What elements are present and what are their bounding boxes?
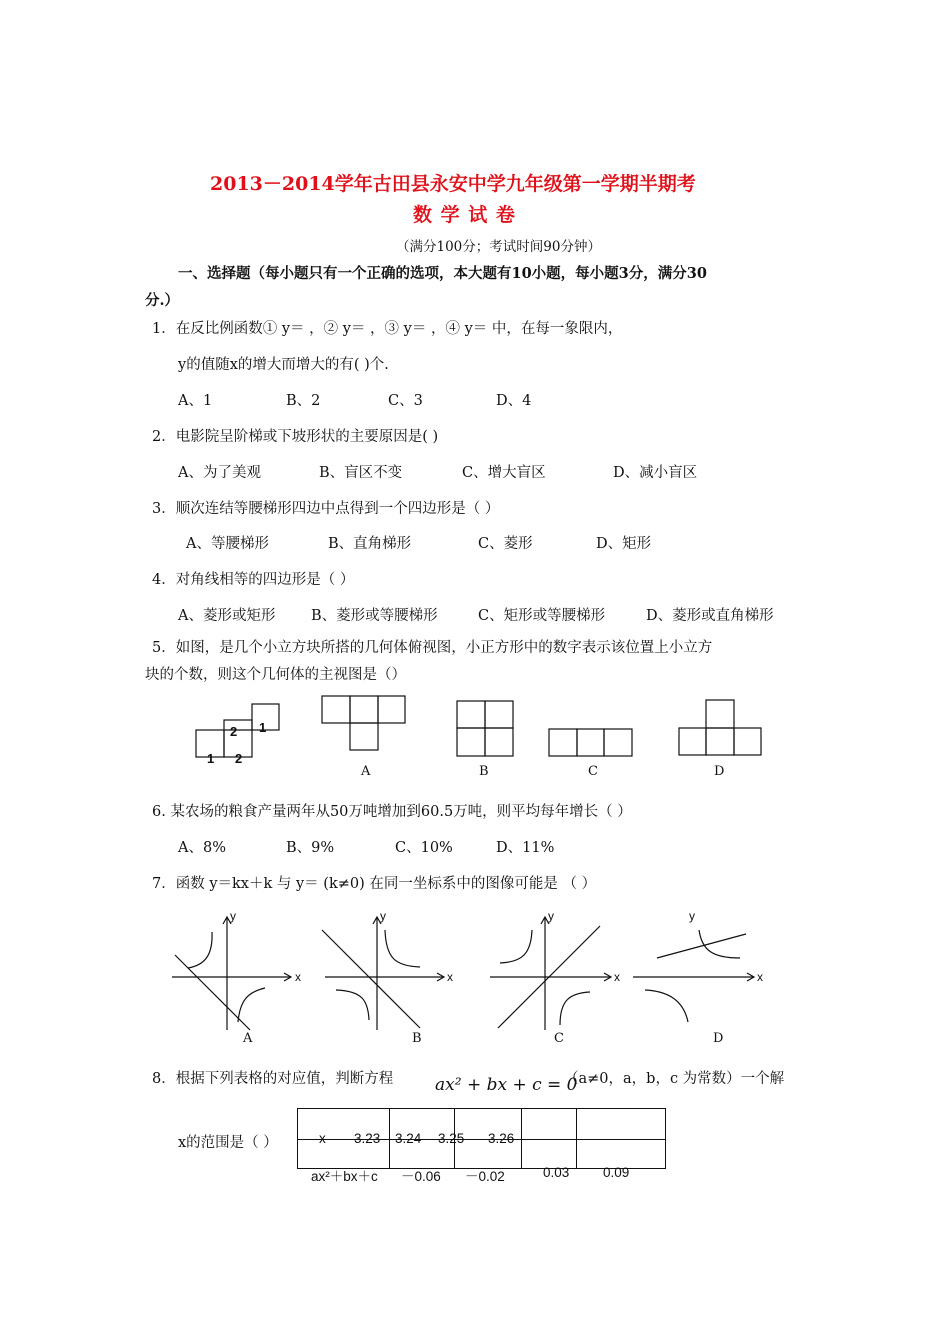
q8-table-cell: x (319, 1131, 326, 1146)
q1-stem: 1．在反比例函数① y＝ ，② y＝ ，③ y＝ ，④ y＝ 中，在每一象限内， (152, 321, 623, 337)
q2-option-d: D、减小盲区 (613, 465, 698, 481)
q4-option-b: B、菱形或等腰梯形 (311, 608, 438, 624)
q5-stem-cont: 块的个数，则这个几何体的主视图是（） (145, 667, 406, 683)
q2-stem: 2．电影院呈阶梯或下坡形状的主要原因是( ) (152, 429, 439, 445)
q5-option-c-figure (549, 729, 632, 756)
q8-table-cell: 3.24 (395, 1131, 422, 1146)
q8-stem: 8．根据下列表格的对应值，判断方程 (152, 1071, 394, 1087)
q7-label-c: C (554, 1031, 564, 1046)
q3-option-a: A、等腰梯形 (186, 536, 269, 552)
section-heading-cont: 分.） (145, 292, 180, 309)
q8-table-cell: 0.09 (603, 1165, 630, 1180)
q5-top-number: 1 (259, 720, 267, 735)
q5-option-a-figure (322, 696, 405, 750)
q6-option-b: B、9% (286, 840, 335, 856)
q7-graph-d (633, 930, 754, 1022)
q7-stem: 7．函数 y＝kx＋k 与 y＝ (k≠0) 在同一坐标系中的图像可能是 （ ） (152, 876, 597, 892)
q7-axis-y: y (689, 909, 695, 923)
q7-axis-x: x (447, 970, 453, 984)
q4-option-a: A、菱形或矩形 (178, 608, 276, 624)
q8-table-cell: 3.25 (438, 1131, 465, 1146)
q7-axis-x: x (757, 970, 763, 984)
q6-option-a: A、8% (178, 840, 226, 856)
q7-graph-b (322, 917, 444, 1030)
q5-label-b: B (479, 764, 489, 779)
subject-title: 数 学 试 卷 (413, 204, 516, 226)
q5-label-c: C (588, 764, 598, 779)
q4-stem: 4．对角线相等的四边形是（ ） (152, 572, 355, 588)
q8-table-cell: ax²＋bx＋c (311, 1169, 378, 1184)
q5-top-number: 1 (207, 751, 215, 766)
q8-table-cell: 3.23 (354, 1131, 381, 1146)
q7-axis-x: x (614, 970, 620, 984)
q7-graph-c (490, 917, 611, 1030)
q5-top-number: 2 (230, 724, 238, 739)
score-note: （满分100分；考试时间90分钟） (396, 239, 601, 255)
q8-stem-cont: （a≠0，a，b，c 为常数）一个解 (564, 1071, 785, 1087)
q6-stem: 6. 某农场的粮食产量两年从50万吨增加到60.5万吨，则平均每年增长（ ） (152, 804, 632, 820)
page-title: 2013－2014学年古田县永安中学九年级第一学期半期考 (210, 173, 696, 195)
q8-stem-cont2: x的范围是（ ） (178, 1135, 278, 1151)
q5-top-number: 2 (235, 751, 243, 766)
q5-stem: 5．如图，是几个小立方块所搭的几何体俯视图，小正方形中的数字表示该位置上小立方 (152, 640, 713, 656)
q5-option-d-figure (679, 700, 761, 755)
q2-option-a: A、为了美观 (178, 465, 261, 481)
q8-table-cell: －0.06 (401, 1169, 441, 1184)
q7-axis-y: y (548, 909, 554, 923)
q3-option-c: C、菱形 (478, 536, 533, 552)
q7-graph-a (172, 917, 291, 1030)
q2-option-b: B、盲区不变 (319, 465, 403, 481)
q7-label-d: D (713, 1031, 724, 1046)
q6-option-d: D、11% (496, 840, 555, 856)
q7-label-b: B (412, 1031, 422, 1046)
q8-equation: ax² + bx + c = 0 (435, 1075, 578, 1095)
q8-table-cell: 3.26 (488, 1131, 515, 1146)
q1-option-d: D、4 (496, 393, 532, 409)
q5-label-a: A (361, 764, 371, 779)
q1-option-a: A、1 (178, 393, 213, 409)
q7-axis-y: y (230, 909, 236, 923)
q3-option-b: B、直角梯形 (328, 536, 412, 552)
q2-option-c: C、增大盲区 (462, 465, 546, 481)
q1-option-b: B、2 (286, 393, 321, 409)
section-heading: 一、选择题（每小题只有一个正确的选项，本大题有10小题，每小题3分，满分30 (178, 265, 707, 282)
q8-table-cell: －0.02 (465, 1169, 505, 1184)
q7-label-a: A (243, 1031, 253, 1046)
q3-stem: 3．顺次连结等腰梯形四边中点得到一个四边形是（ ） (152, 501, 500, 517)
q8-table-cell: 0.03 (543, 1165, 570, 1180)
q1-stem-cont: y的值随x的增大而增大的有( )个. (178, 357, 389, 373)
q5-top-view (196, 704, 279, 757)
q4-option-d: D、菱形或直角梯形 (646, 608, 774, 624)
q7-axis-y: y (380, 909, 386, 923)
q6-option-c: C、10% (395, 840, 453, 856)
q1-option-c: C、3 (388, 393, 423, 409)
q4-option-c: C、矩形或等腰梯形 (478, 608, 606, 624)
q5-label-d: D (714, 764, 725, 779)
q3-option-d: D、矩形 (596, 536, 652, 552)
q7-axis-x: x (295, 970, 301, 984)
q5-option-b-figure (457, 701, 513, 756)
